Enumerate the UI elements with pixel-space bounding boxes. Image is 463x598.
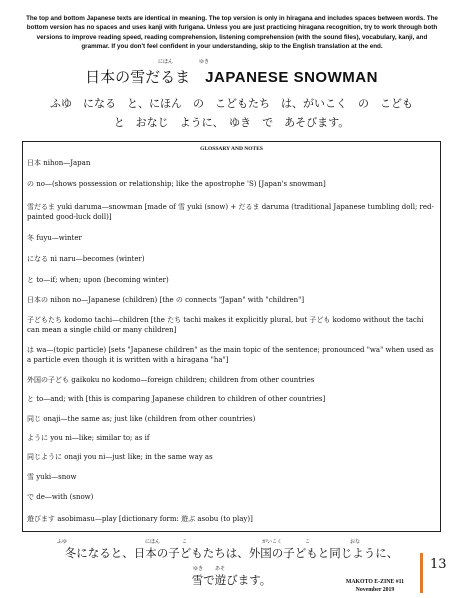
kanji-line-2: 雪で遊びます。 (191, 573, 272, 587)
furigana-yuki: ゆき (199, 59, 210, 65)
glossary-entry: 雪だるま yuki daruma—snowman [made of 雪 yuki (snow) + だるま daruma (traditional Japanese tumbling doll; red-painted good-luck doll)] (27, 203, 434, 221)
furigana: ふゆ (57, 539, 68, 545)
glossary-entry: の no—(shows possession or relationship; like the apostrophe 'S) [Japan's snowman] (27, 180, 326, 188)
glossary-entry: と to—and; with [this is comparing Japanese children to children of other countries] (27, 395, 326, 403)
furigana: こ (305, 539, 311, 545)
glossary-entry: は wa—(topic particle) [sets "Japanese children" as the main topic of the sentence; pronounced "wa" when used as a particle even though it is written with a hiragana "ha"] (27, 346, 434, 364)
glossary-entry: 同じ onaji—the same as; just like (children from other countries) (27, 415, 256, 423)
glossary-entry: になる ni naru—becomes (winter) (27, 255, 145, 263)
kanji-line-1: 冬になると、日本の子どもたちは、外国の子どもと同じように、 (64, 546, 399, 560)
glossary-entry: 遊びます asobimasu—play [dictionary form: 遊ぶ asobu (to play)] (27, 515, 253, 523)
furigana: あそ (215, 566, 226, 572)
title-japanese: 日本の雪だるま (85, 68, 191, 86)
title-english: JAPANESE SNOWMAN (205, 69, 378, 86)
glossary-entry: 日本の nihon no—Japanese (children) [the の connects "Japan" with "children"] (27, 296, 305, 304)
hiragana-line-1: ふゆ になる と、にほん の こどもたち は、がいこく の こども (50, 97, 413, 110)
glossary-entry: 子どもたち kodomo tachi—children [the たち tachi makes it explicitly plural, but 子ども kodomo without the tachi can mean a single child or many children] (27, 316, 424, 334)
glossary-entry: で de—with (snow) (27, 493, 94, 501)
furigana: にほん (145, 539, 161, 545)
accent-rule (420, 553, 423, 593)
furigana: おな (350, 539, 361, 545)
footer-title: MAKOTO E-ZINE #11 (345, 579, 405, 585)
glossary-entry: 日本 nihon—Japan (27, 159, 91, 167)
glossary-entry: 雪 yuki—snow (27, 473, 77, 481)
furigana: ゆき (193, 566, 204, 572)
footer-date: November 2019 (355, 587, 395, 593)
glossary-heading: GLOSSARY AND NOTES (200, 146, 263, 152)
intro-paragraph: The top and bottom Japanese texts are identical in meaning. The top version is only in hiragana and includes spaces between words. The bottom version has no spaces and uses kanji with furigana. Unless you are just practicing hiragana recognition, try to work through both versions to improve reading speed, reading comprehension, listening comprehension (with the sound files), vocabulary, kanji, and grammar. If you don't feel confident in your understanding, skip to the English translation at the end. (26, 15, 438, 51)
glossary-entry: と to—if; when; upon (becoming winter) (27, 276, 169, 284)
furigana: こ (182, 539, 188, 545)
footer-publication (330, 578, 420, 594)
glossary-entry: 冬 fuyu—winter (27, 234, 82, 242)
glossary-entry: 同じように onaji you ni—just like; in the same way as (27, 453, 213, 461)
glossary-entry: 外国の子ども gaikoku no kodomo—foreign children; children from other countries (27, 376, 315, 384)
hiragana-line-2: と おなじ ように、 ゆき で あそびます。 (113, 116, 350, 129)
furigana: がいこく (262, 539, 283, 545)
glossary-box (22, 141, 441, 532)
page-title (0, 66, 463, 87)
furigana-nihon: にほん (158, 59, 174, 65)
page-number: 13 (430, 557, 447, 572)
glossary-entry: ように you ni—like; similar to; as if (27, 434, 150, 442)
